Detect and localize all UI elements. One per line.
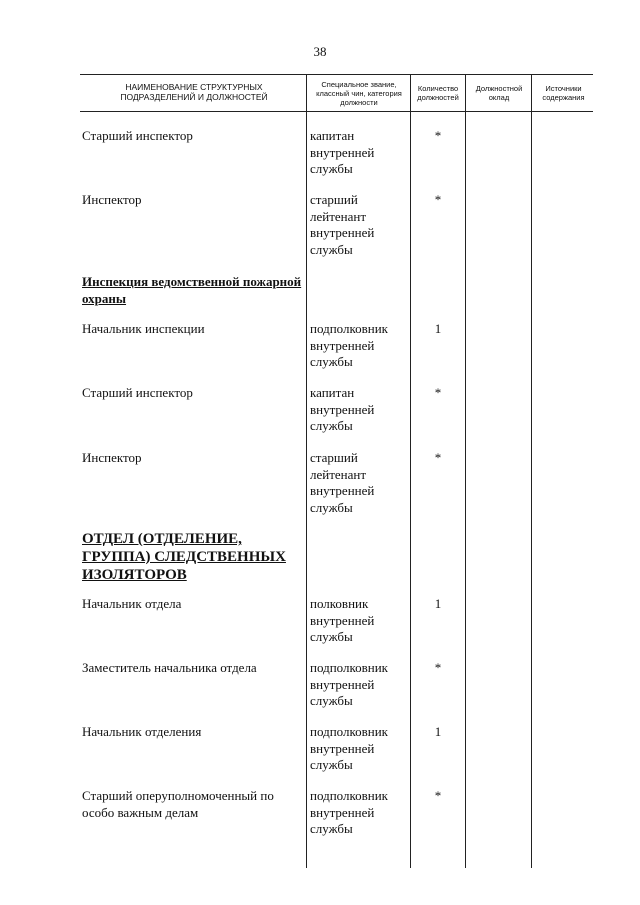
column-divider-source bbox=[531, 74, 532, 868]
header-bottom-rule bbox=[80, 111, 593, 112]
position-rank: полковник внутренней службы bbox=[310, 596, 375, 644]
position-rank: подполковник внутренней службы bbox=[310, 660, 388, 708]
table-top-rule bbox=[80, 74, 593, 75]
position-count: * bbox=[434, 788, 442, 803]
position-rank: подполковник внутренней службы bbox=[310, 724, 388, 772]
staff-table bbox=[80, 74, 593, 868]
position-count: 1 bbox=[434, 321, 442, 336]
position-name: Старший инспектор bbox=[82, 385, 193, 400]
position-count: 1 bbox=[434, 724, 442, 739]
position-rank: подполковник внутренней службы bbox=[310, 788, 388, 836]
position-name: Заместитель начальника отдела bbox=[82, 660, 257, 675]
position-count: * bbox=[434, 660, 442, 675]
position-name: Начальник отделения bbox=[82, 724, 202, 739]
position-name: Старший оперуполномоченный по особо важным делам bbox=[82, 788, 274, 820]
position-rank: капитан внутренней службы bbox=[310, 128, 375, 176]
position-count: * bbox=[434, 450, 442, 465]
section-heading: ОТДЕЛ (ОТДЕЛЕНИЕ, ГРУППА) СЛЕДСТВЕННЫХ ИЗОЛЯТОРОВ bbox=[82, 531, 286, 583]
position-name: Начальник отдела bbox=[82, 596, 182, 611]
header-name-column: НАИМЕНОВАНИЕ СТРУКТУРНЫХ ПОДРАЗДЕЛЕНИЙ И ДОЛЖНОСТЕЙ bbox=[120, 82, 268, 102]
header-salary-column: Должностной оклад bbox=[475, 84, 523, 102]
header-source-column: Источники содержания bbox=[542, 84, 585, 102]
position-count: 1 bbox=[434, 596, 442, 611]
position-rank: старший лейтенант внутренней службы bbox=[310, 192, 375, 257]
header-rank-column: Специальное звание, классный чин, категория должности bbox=[316, 80, 402, 107]
position-name: Старший инспектор bbox=[82, 128, 193, 143]
position-rank: старший лейтенант внутренней службы bbox=[310, 450, 375, 515]
position-rank: капитан внутренней службы bbox=[310, 385, 375, 433]
header-count-column: Количество должностей bbox=[417, 84, 459, 102]
section-heading: Инспекция ведомственной пожарной охраны bbox=[82, 274, 302, 306]
column-divider-count bbox=[410, 74, 411, 868]
column-divider-salary bbox=[465, 74, 466, 868]
column-divider-rank bbox=[306, 74, 307, 868]
position-name: Инспектор bbox=[82, 192, 142, 207]
position-count: * bbox=[434, 128, 442, 143]
position-name: Инспектор bbox=[82, 450, 142, 465]
position-name: Начальник инспекции bbox=[82, 321, 205, 336]
position-rank: подполковник внутренней службы bbox=[310, 321, 388, 369]
position-count: * bbox=[434, 192, 442, 207]
page-number: 38 bbox=[313, 44, 327, 59]
position-count: * bbox=[434, 385, 442, 400]
